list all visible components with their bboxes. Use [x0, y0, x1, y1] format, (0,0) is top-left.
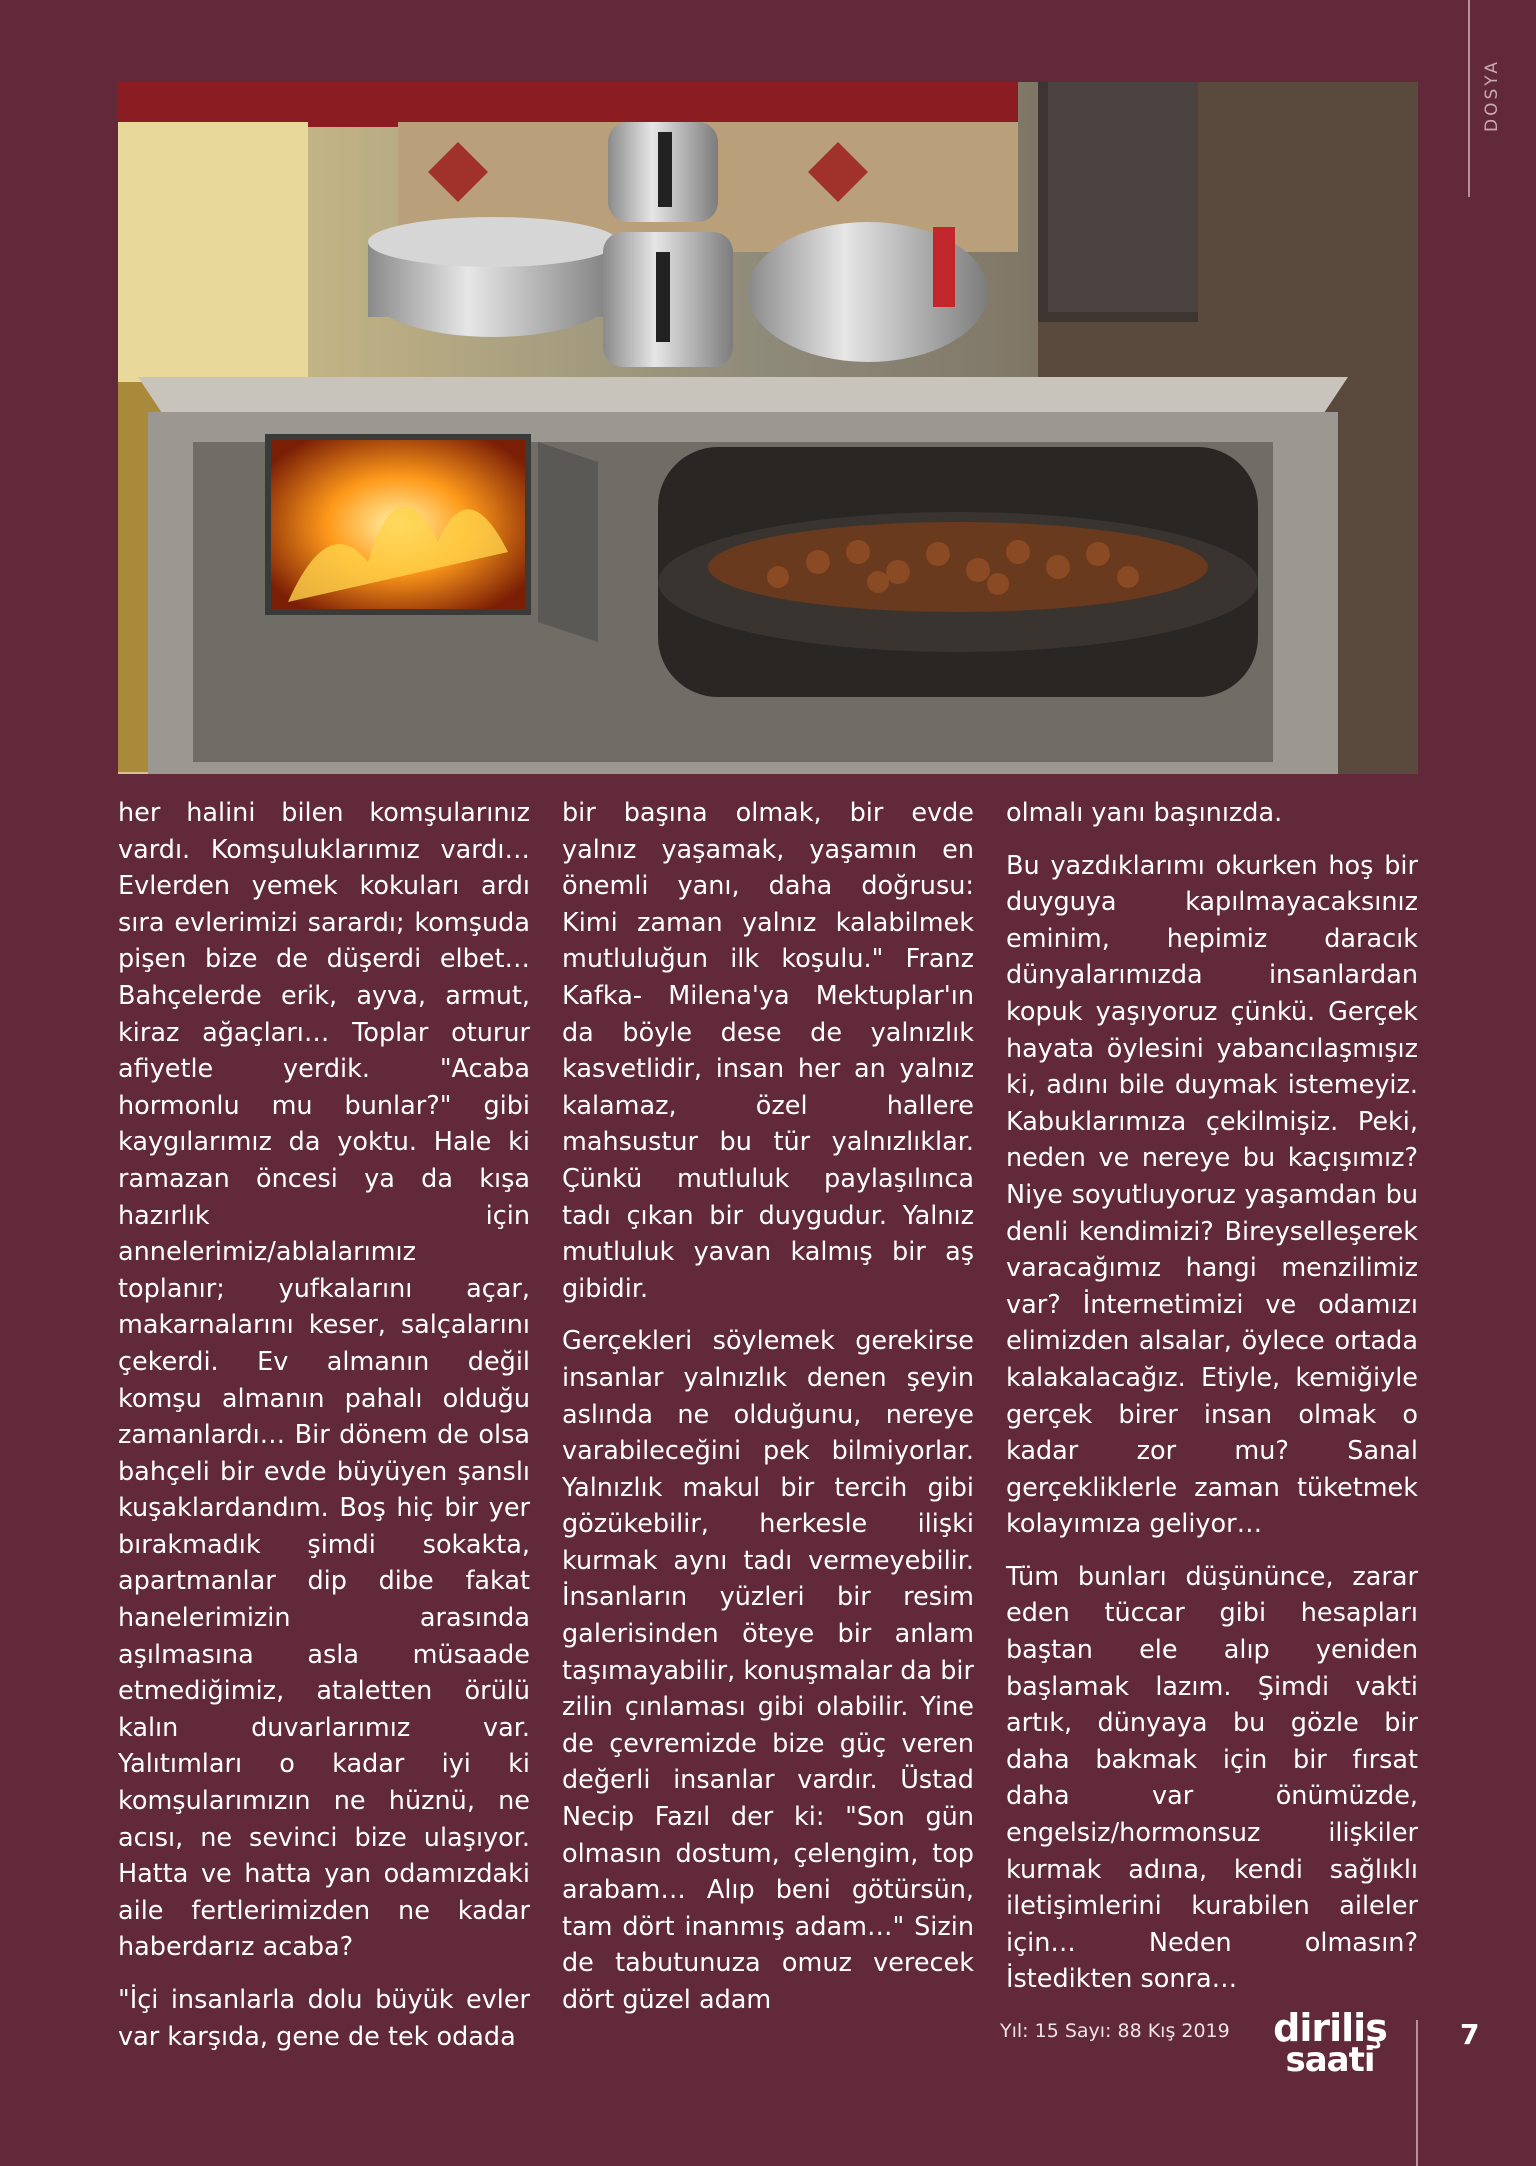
paragraph: Bu yazdıklarımı okurken hoş bir duyguya kapılmayacaksınız eminim, hepimiz daracık dünyalarımızda insanlardan kopuk yaşıyoruz çünkü. Gerçek hayata öylesini yabancılaşmışız ki, adını bile duymak istemeyiz. Kabuklarımıza çekilmişiz. Peki, neden ve nereye bu kaçışımız? Niye soyutluyoruz yaşamdan bu denli kendimizi? Bireyselleşerek varacağımız hangi menzilimiz var? İnternetimizi ve odamızı elimizden alsalar, öylece ortada kalakalacağız. Etiyle, kemiğiyle gerçek birer insan olmak o kadar zor mu? Sanal gerçekliklerle zaman tüketmek kolayımıza geliyor…: [1006, 850, 1418, 1540]
magazine-logo: [1270, 2006, 1390, 2080]
photo-stove-illustration: [118, 82, 1418, 774]
side-rule: [1468, 0, 1470, 197]
paragraph: Tüm bunları düşününce, zarar eden tüccar gibi hesapları baştan ele alıp yeniden başlamak lazım. Şimdi vakti artık, dünyaya bu gözle bir daha bakmak için bir fırsat daha var önümüzde, engelsiz/hormonsuz ilişkiler kurmak adına, kendi sağlıklı iletişimlerini kurabilen aileler için… Neden olmasın? İstedikten sonra…: [1006, 1561, 1418, 1995]
paragraph: olmalı yanı başınızda.: [1006, 798, 1283, 828]
page-number: 7: [1460, 2018, 1480, 2051]
stove-photo: [118, 82, 1418, 774]
paragraph: bir başına olmak, bir evde yalnız yaşamak, yaşamın en önemli yanı, daha doğrusu: Kimi zaman yalnız kalabilmek mutluluğun ilk koşulu." Franz Kafka- Milena'ya Mektuplar'ın da böyle dese de yalnızlık kasvetlidir, insan her an yalnız kalamaz, özel hallere mahsustur bu tür yalnızlıklar. Çünkü mutluluk paylaşılınca tadı çıkan bir duygudur. Yalnız mutluluk yavan kalmış bir aş gibidir.: [562, 798, 974, 1304]
text-column-2: [562, 795, 974, 2035]
footer-rule: [1416, 2020, 1418, 2166]
paragraph: "İçi insanlarla dolu büyük evler var karşıda, gene de tek odada: [118, 1985, 530, 2052]
section-label: DOSYA: [1482, 59, 1502, 132]
issue-info: Yıl: 15 Sayı: 88 Kış 2019: [1000, 2020, 1230, 2042]
paragraph: her halini bilen komşularınız vardı. Komşuluklarımız vardı… Evlerden yemek kokuları ardı sıra evlerimizi sarardı; komşuda pişen bize de düşerdi elbet… Bahçelerde erik, ayva, armut, kiraz ağaçları… Toplar oturur afiyetle yerdik. "Acaba hormonlu mu bunlar?" gibi kaygılarımız da yoktu. Hale ki ramazan öncesi ya da kışa hazırlık için annelerimiz/ablalarımız toplanır; yufkalarını açar, makarnalarını keser, salçalarını çekerdi. Ev almanın değil komşu almanın pahalı olduğu zamanlardı… Bir dönem de olsa bahçeli bir evde büyüyen şanslı kuşaklardandım. Boş hiç bir yer bırakmadık şimdi sokakta, apartmanlar dip dibe fakat hanelerimizin arasında aşılmasına asla müsaade etmediğimiz, ataletten örülü kalın duvarlarımız var. Yalıtımları o kadar iyi ki komşularımızın ne hüznü, ne acısı, ne sevinci bize ulaşıyor. Hatta ve hatta yan odamızdaki aile fertlerimizden ne kadar haberdarız acaba?: [118, 798, 530, 1963]
logo-line-1: diriliş: [1273, 2006, 1387, 2050]
logo-line-2: saati: [1285, 2040, 1375, 2080]
text-column-1: [118, 795, 530, 2071]
text-column-3: [1006, 795, 1418, 2014]
paragraph: Gerçekleri söylemek gerekirse insanlar yalnızlık denen şeyin aslında ne olduğunu, nereye varabileceğini pek bilmiyorlar. Yalnızlık makul bir tercih gibi gözükebilir, herkesle ilişki kurmak aynı tadı vermeyebilir. İnsanların yüzleri bir resim galerisinden öteye bir anlam taşımayabilir, konuşmalar da bir zilin çınlaması gibi olabilir. Yine de çevremizde bize güç veren değerli insanlar vardır. Üstad Necip Fazıl der ki: "Son gün olmasın dostum, çelengim, top arabam… Alıp beni götürsün, tam dört inanmış adam…" Sizin de tabutunuza omuz verecek dört güzel adam: [562, 1326, 974, 2015]
